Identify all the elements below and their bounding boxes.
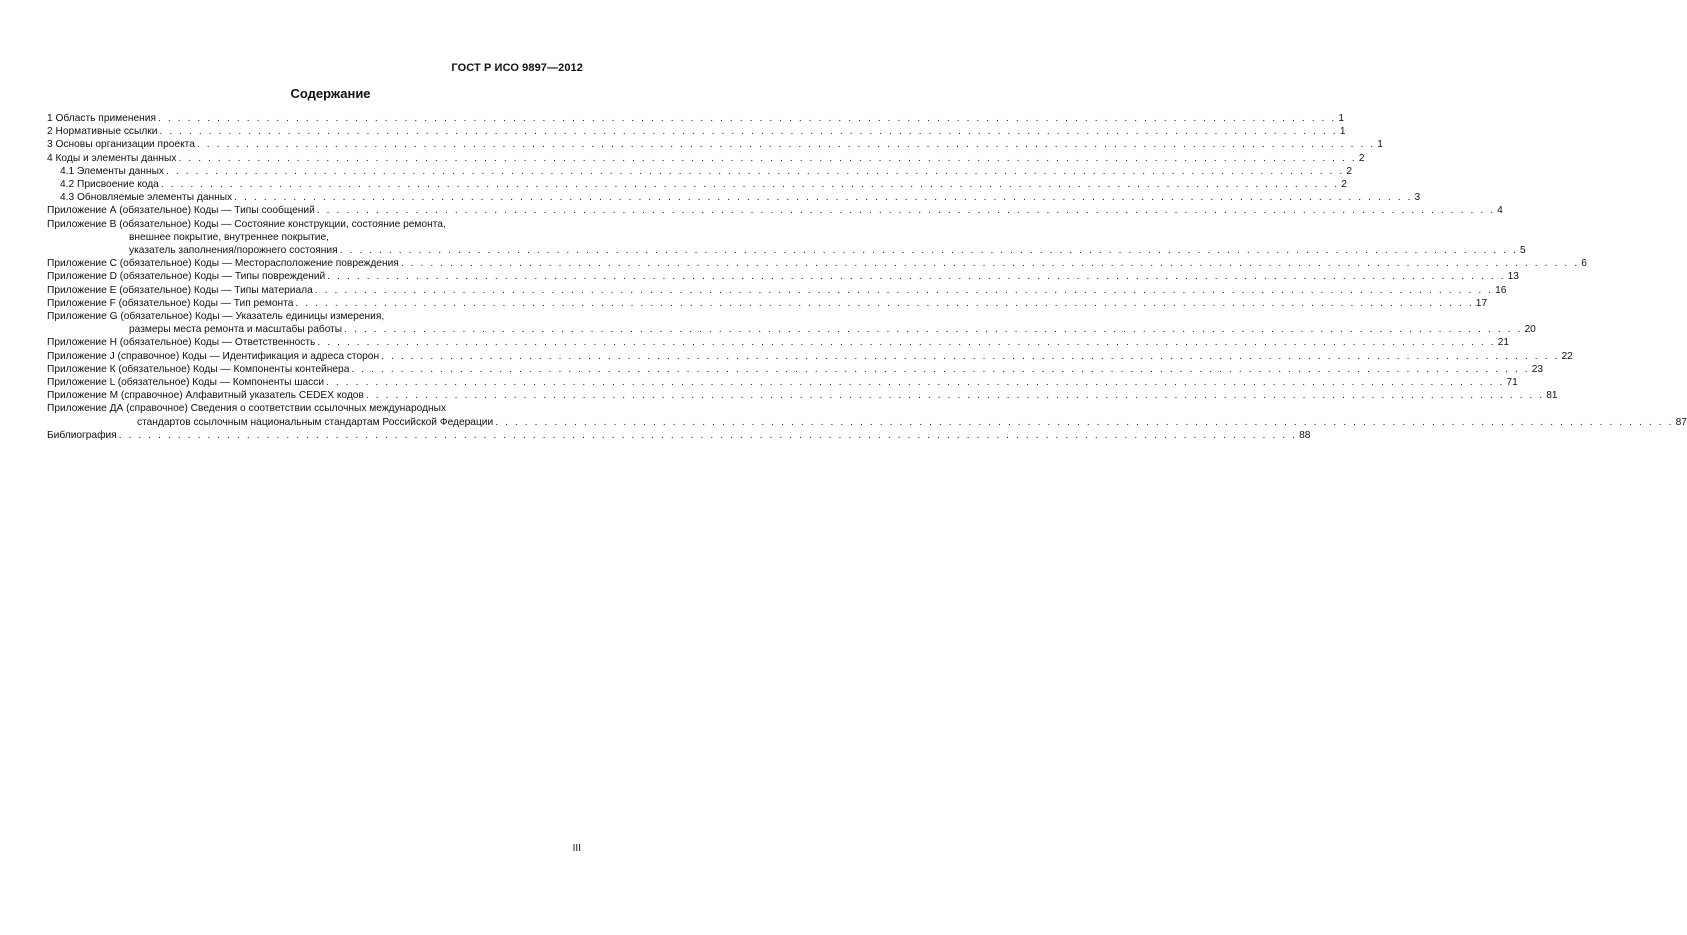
toc-leader-dots: . . . . . . . . . . . . . . . . . . . . . . . . . . . . . . . . . . . . . . . . . . . . . . . . . . . . . . . . . . . . . . . . . . . . . . . . . . . . . . . . . . . . . . . . . . . . . . . . . . . . . . . . . . . . . . . . . . . . . . . .	[326, 377, 1505, 389]
table-of-contents	[47, 112, 1687, 442]
toc-entry[interactable]	[47, 336, 1510, 349]
toc-leader-dots: . . . . . . . . . . . . . . . . . . . . . . . . . . . . . . . . . . . . . . . . . . . . . . . . . . . . . . . . . . . . . . . . . . . . . . . . . . . . . . . . . . . . . . . . . . . . . . . . . . . . . . . . . . . . . . . . . . . . . . . .	[400, 258, 1580, 270]
toc-entry-label: 4.1 Элементы данных	[60, 165, 164, 177]
toc-entry[interactable]	[47, 389, 1558, 402]
toc-leader-dots: . . . . . . . . . . . . . . . . . . . . . . . . . . . . . . . . . . . . . . . . . . . . . . . . . . . . . . . . . . . . . . . . . . . . . . . . . . . . . . . . . . . . . . . . . . . . . . . . . . . . . . . . . . . . . . . . . . . . . . . .	[339, 245, 1518, 257]
toc-leader-dots: . . . . . . . . . . . . . . . . . . . . . . . . . . . . . . . . . . . . . . . . . . . . . . . . . . . . . . . . . . . . . . . . . . . . . . . . . . . . . . . . . . . . . . . . . . . . . . . . . . . . . . . . . . . . . . . . . . . . . . . .	[159, 126, 1338, 138]
toc-entry[interactable]	[47, 310, 582, 323]
toc-entry-label: Приложение ДА (справочное) Сведения о соответствии ссылочных международных	[47, 403, 447, 415]
toc-entry-page: 1	[1338, 113, 1345, 124]
toc-entry-label: Приложение F (обязательное) Коды — Тип ремонта	[47, 297, 294, 309]
toc-leader-dots: . . . . . . . . . . . . . . . . . . . . . . . . . . . . . . . . . . . . . . . . . . . . . . . . . . . . . . . . . . . . . . . . . . . . . . . . . . . . . . . . . . . . . . . . . . . . . . . . . . . . . . . . . . . . . . . . . . . . . . . .	[381, 350, 1560, 362]
toc-entry-page: 2	[1346, 165, 1353, 177]
toc-entry[interactable]	[47, 257, 1587, 270]
toc-entry[interactable]	[47, 429, 1311, 442]
toc-entry-label: 3 Основы организации проекта	[47, 139, 195, 151]
toc-entry[interactable]	[47, 244, 1526, 257]
toc-entry[interactable]	[47, 165, 1353, 178]
toc-entry[interactable]	[47, 125, 1346, 138]
toc-entry[interactable]	[47, 350, 1573, 363]
toc-entry[interactable]	[47, 416, 1687, 429]
toc-entry[interactable]	[47, 178, 1347, 191]
toc-entry-page: 1	[1377, 139, 1383, 151]
toc-leader-dots: . . . . . . . . . . . . . . . . . . . . . . . . . . . . . . . . . . . . . . . . . . . . . . . . . . . . . . . . . . . . . . . . . . . . . . . . . . . . . . . . . . . . . . . . . . . . . . . . . . . . . . . . . . . . . . . . . . . . . . . .	[165, 165, 1345, 177]
toc-entry-page: 22	[1561, 350, 1573, 362]
toc-entry[interactable]	[47, 191, 1421, 204]
toc-entry-label: Библиография	[47, 429, 117, 441]
toc-entry-page: 87	[1675, 416, 1687, 428]
toc-entry-label: Приложение J (справочное) Коды — Идентификация и адреса сторон	[47, 350, 380, 362]
toc-leader-dots: . . . . . . . . . . . . . . . . . . . . . . . . . . . . . . . . . . . . . . . . . . . . . . . . . . . . . . . . . . . . . . . . . . . . . . . . . . . . . . . . . . . . . . . . . . . . . . . . . . . . . . . . . . . . . . . . . . . . . . . .	[344, 324, 1523, 336]
toc-leader-dots: . . . . . . . . . . . . . . . . . . . . . . . . . . . . . . . . . . . . . . . . . . . . . . . . . . . . . . . . . . . . . . . . . . . . . . . . . . . . . . . . . . . . . . . . . . . . . . . . . . . . . . . . . . . . . . . . . . . . . . . .	[234, 192, 1413, 204]
toc-entry-page: 6	[1581, 258, 1587, 270]
toc-entry[interactable]	[47, 363, 1544, 376]
toc-leader-dots: . . . . . . . . . . . . . . . . . . . . . . . . . . . . . . . . . . . . . . . . . . . . . . . . . . . . . . . . . . . . . . . . . . . . . . . . . . . . . . . . . . . . . . . . . . . . . . . . . . . . . . . . . . . . . . . . . . . . . . . .	[196, 139, 1376, 151]
toc-entry-page: 13	[1507, 271, 1519, 283]
toc-entry-page: 20	[1524, 324, 1536, 336]
toc-entry-label: 4.2 Присвоение кода	[60, 179, 159, 191]
toc-entry-page: 16	[1495, 284, 1507, 296]
toc-entry-page: 71	[1506, 377, 1518, 389]
toc-leader-dots: . . . . . . . . . . . . . . . . . . . . . . . . . . . . . . . . . . . . . . . . . . . . . . . . . . . . . . . . . . . . . . . . . . . . . . . . . . . . . . . . . . . . . . . . . . . . . . . . . . . . . . . . . . . . . . . . . . . . . . . .	[295, 297, 1474, 309]
toc-entry[interactable]	[47, 376, 1518, 389]
toc-entry[interactable]	[47, 284, 1507, 297]
toc-entry-label: 1 Область применения	[47, 113, 156, 124]
toc-entry[interactable]	[47, 323, 1536, 336]
toc-entry[interactable]	[47, 112, 1345, 125]
toc-entry-label: Приложение G (обязательное) Коды — Указатель единицы измерения,	[47, 311, 385, 323]
toc-leader-dots: . . . . . . . . . . . . . . . . . . . . . . . . . . . . . . . . . . . . . . . . . . . . . . . . . . . . . . . . . . . . . . . . . . . . . . . . . . . . . . . . . . . . . . . . . . . . . . . . . . . . . . . . . . . . . . . . . . . . . . . .	[495, 416, 1674, 428]
document-id: ГОСТ Р ИСО 9897—2012	[451, 62, 583, 74]
toc-entry-label: 4 Коды и элементы данных	[47, 152, 177, 164]
toc-entry-page: 5	[1520, 245, 1526, 257]
toc-entry-page: 3	[1414, 192, 1421, 204]
toc-entry-page: 2	[1341, 179, 1347, 191]
toc-entry-label: 4.3 Обновляемые элементы данных	[60, 192, 233, 204]
toc-entry-page: 4	[1497, 205, 1503, 217]
toc-entry-label: 2 Нормативные ссылки	[47, 126, 158, 138]
toc-entry[interactable]	[47, 297, 1488, 310]
toc-entry-label: Приложение Н (обязательное) Коды — Ответственность	[47, 337, 316, 349]
toc-entry[interactable]	[47, 231, 582, 244]
toc-entry-label: Приложение В (обязательное) Коды — Состояние конструкции, состояние ремонта,	[47, 218, 446, 230]
toc-leader-dots: . . . . . . . . . . . . . . . . . . . . . . . . . . . . . . . . . . . . . . . . . . . . . . . . . . . . . . . . . . . . . . . . . . . . . . . . . . . . . . . . . . . . . . . . . . . . . . . . . . . . . . . . . . . . . . . . . . . . . . . .	[118, 429, 1298, 441]
toc-entry-page: 88	[1299, 429, 1311, 441]
toc-entry[interactable]	[47, 270, 1519, 283]
toc-leader-dots: . . . . . . . . . . . . . . . . . . . . . . . . . . . . . . . . . . . . . . . . . . . . . . . . . . . . . . . . . . . . . . . . . . . . . . . . . . . . . . . . . . . . . . . . . . . . . . . . . . . . . . . . . . . . . . . . . . . . . . . .	[327, 271, 1506, 283]
toc-entry-page: 21	[1497, 337, 1510, 349]
page-number: III	[572, 843, 581, 854]
toc-entry-label: Приложение К (обязательное) Коды — Компоненты контейнера	[47, 363, 350, 375]
toc-entry-label: стандартов ссылочным национальным стандартам Российской Федерации	[137, 416, 494, 428]
toc-entry-label: размеры места ремонта и масштабы работы	[129, 324, 343, 336]
toc-leader-dots: . . . . . . . . . . . . . . . . . . . . . . . . . . . . . . . . . . . . . . . . . . . . . . . . . . . . . . . . . . . . . . . . . . . . . . . . . . . . . . . . . . . . . . . . . . . . . . . . . . . . . . . . . . . . . . . . . . . . . . . .	[157, 113, 1337, 124]
toc-entry[interactable]	[47, 204, 1503, 217]
toc-entry-label: Приложение D (обязательное) Коды — Типы повреждений	[47, 271, 326, 283]
toc-entry-page: 81	[1546, 390, 1558, 402]
toc-entry-label: внешнее покрытие, внутреннее покрытие,	[129, 231, 329, 243]
toc-leader-dots: . . . . . . . . . . . . . . . . . . . . . . . . . . . . . . . . . . . . . . . . . . . . . . . . . . . . . . . . . . . . . . . . . . . . . . . . . . . . . . . . . . . . . . . . . . . . . . . . . . . . . . . . . . . . . . . . . . . . . . . .	[178, 152, 1357, 164]
toc-entry-label: Приложение С (обязательное) Коды — Месторасположение повреждения	[47, 258, 399, 270]
page-title: Содержание	[290, 86, 371, 101]
toc-entry[interactable]	[47, 402, 582, 415]
toc-entry[interactable]	[47, 138, 1383, 151]
toc-leader-dots: . . . . . . . . . . . . . . . . . . . . . . . . . . . . . . . . . . . . . . . . . . . . . . . . . . . . . . . . . . . . . . . . . . . . . . . . . . . . . . . . . . . . . . . . . . . . . . . . . . . . . . . . . . . . . . . . . . . . . . . .	[351, 363, 1530, 375]
toc-entry[interactable]	[47, 218, 582, 231]
toc-leader-dots: . . . . . . . . . . . . . . . . . . . . . . . . . . . . . . . . . . . . . . . . . . . . . . . . . . . . . . . . . . . . . . . . . . . . . . . . . . . . . . . . . . . . . . . . . . . . . . . . . . . . . . . . . . . . . . . . . . . . . . . .	[317, 337, 1496, 349]
toc-entry-page: 2	[1358, 152, 1365, 164]
toc-entry[interactable]	[47, 152, 1365, 165]
toc-leader-dots: . . . . . . . . . . . . . . . . . . . . . . . . . . . . . . . . . . . . . . . . . . . . . . . . . . . . . . . . . . . . . . . . . . . . . . . . . . . . . . . . . . . . . . . . . . . . . . . . . . . . . . . . . . . . . . . . . . . . . . . .	[365, 390, 1545, 402]
toc-entry-label: Приложение L (обязательное) Коды — Компоненты шасси	[47, 377, 325, 389]
toc-entry-label: Приложение М (справочное) Алфавитный указатель CEDEX кодов	[47, 390, 364, 402]
toc-entry-label: Приложение Е (обязательное) Коды — Типы материала	[47, 284, 313, 296]
toc-leader-dots: . . . . . . . . . . . . . . . . . . . . . . . . . . . . . . . . . . . . . . . . . . . . . . . . . . . . . . . . . . . . . . . . . . . . . . . . . . . . . . . . . . . . . . . . . . . . . . . . . . . . . . . . . . . . . . . . . . . . . . . .	[316, 205, 1496, 217]
toc-entry-label: Приложение А (обязательное) Коды — Типы сообщений	[47, 205, 315, 217]
toc-entry-page: 23	[1531, 363, 1544, 375]
toc-leader-dots: . . . . . . . . . . . . . . . . . . . . . . . . . . . . . . . . . . . . . . . . . . . . . . . . . . . . . . . . . . . . . . . . . . . . . . . . . . . . . . . . . . . . . . . . . . . . . . . . . . . . . . . . . . . . . . . . . . . . . . . .	[314, 284, 1494, 296]
toc-entry-page: 1	[1339, 126, 1346, 138]
toc-leader-dots: . . . . . . . . . . . . . . . . . . . . . . . . . . . . . . . . . . . . . . . . . . . . . . . . . . . . . . . . . . . . . . . . . . . . . . . . . . . . . . . . . . . . . . . . . . . . . . . . . . . . . . . . . . . . . . . . . . . . . . . .	[160, 179, 1340, 191]
toc-entry-page: 17	[1475, 297, 1488, 309]
toc-entry-label: указатель заполнения/порожнего состояния	[129, 245, 338, 257]
